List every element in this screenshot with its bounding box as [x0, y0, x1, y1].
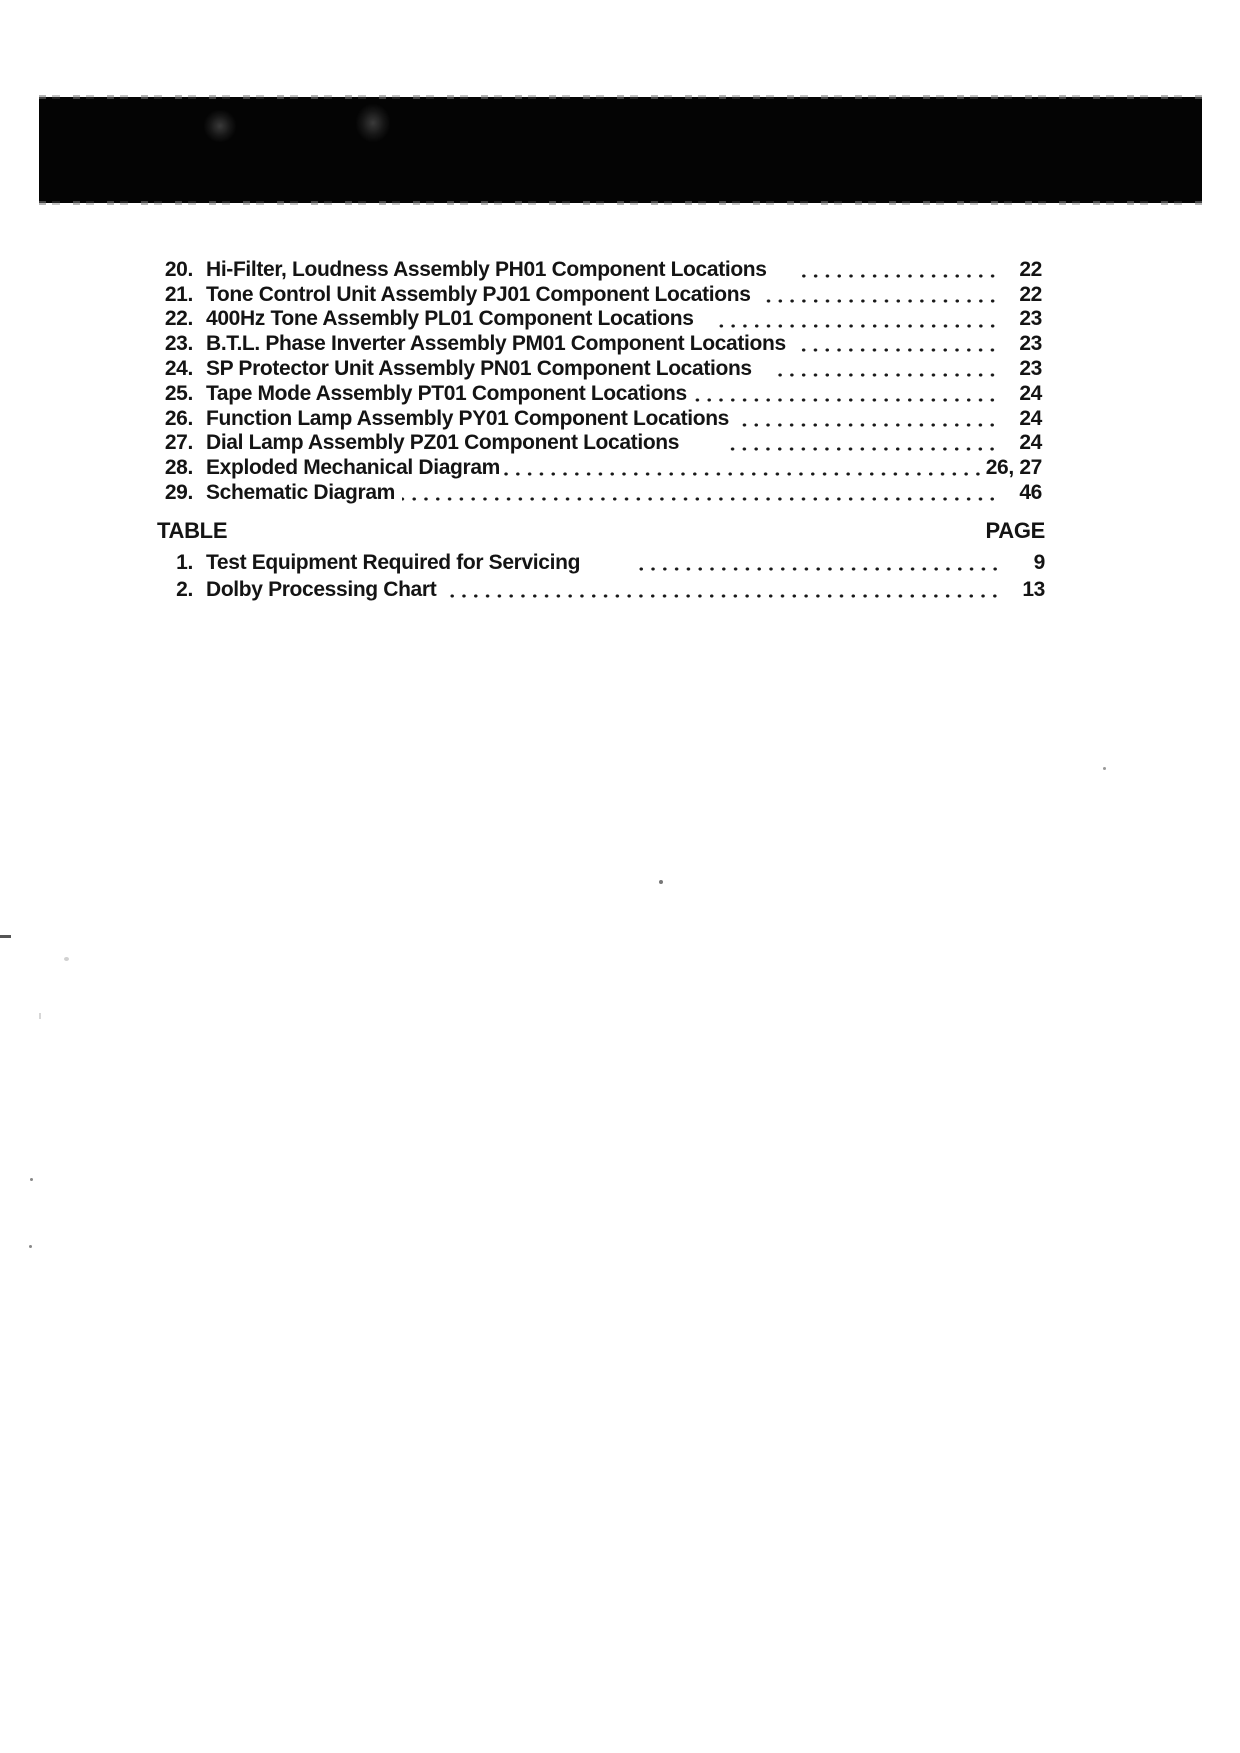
leader-dots — [725, 435, 998, 455]
figures-list — [140, 257, 1042, 505]
figure-page: 24 — [1019, 431, 1042, 455]
leader-dots — [694, 386, 998, 406]
scan-smudge — [203, 109, 237, 143]
figure-row — [140, 480, 1042, 505]
leader-dots — [402, 485, 998, 505]
figure-title: Schematic Diagram — [206, 480, 395, 504]
leader-gap — [751, 306, 761, 307]
figure-number: 26. — [164, 406, 193, 430]
figure-number: 21. — [164, 282, 193, 306]
scan-artifact — [0, 935, 11, 938]
header-bar — [39, 97, 1202, 203]
leader-dots — [716, 311, 998, 331]
figure-row — [140, 331, 1042, 356]
table-row — [140, 575, 1045, 602]
figure-title: SP Protector Unit Assembly PN01 Component Locations — [206, 356, 752, 380]
table-page: 9 — [1033, 551, 1045, 574]
table-title: Test Equipment Required for Servicing — [206, 551, 581, 574]
scan-artifact — [39, 1013, 41, 1019]
scan-artifact — [30, 1178, 33, 1181]
figure-row — [140, 455, 1042, 480]
leader-gap — [436, 601, 448, 602]
figure-title: Tone Control Unit Assembly PJ01 Component Locations — [206, 282, 751, 306]
figure-row — [140, 381, 1042, 406]
table-title: Dolby Processing Chart — [206, 578, 437, 601]
figure-page: 24 — [1019, 406, 1042, 430]
figure-page: 23 — [1019, 332, 1042, 356]
leader-dots — [742, 411, 998, 431]
figure-title: 400Hz Tone Assembly PL01 Component Locations — [206, 307, 694, 331]
figure-row — [140, 356, 1042, 381]
figure-page: 24 — [1019, 381, 1042, 405]
figure-number: 29. — [164, 480, 193, 504]
figure-number: 25. — [164, 381, 193, 405]
figure-number: 24. — [164, 356, 193, 380]
table-number: 2. — [176, 578, 193, 601]
figure-row — [140, 282, 1042, 307]
table-page: 13 — [1022, 578, 1045, 601]
figure-title: Exploded Mechanical Diagram — [206, 456, 500, 480]
figure-row — [140, 307, 1042, 332]
figure-title: Hi-Filter, Loudness Assembly PH01 Component Locations — [206, 257, 767, 281]
figure-title: Dial Lamp Assembly PZ01 Component Locations — [206, 431, 680, 455]
leader-dots — [636, 555, 1001, 575]
leader-gap — [580, 574, 636, 575]
figure-title: Tape Mode Assembly PT01 Component Locations — [206, 381, 687, 405]
leader-gap — [395, 504, 402, 505]
scan-artifact — [1103, 767, 1106, 770]
leader-dots — [796, 336, 998, 356]
figure-page: 23 — [1019, 307, 1042, 331]
figure-row — [140, 406, 1042, 431]
scan-artifact — [659, 880, 663, 884]
table-section-header — [140, 517, 1045, 544]
figure-page: 22 — [1019, 257, 1042, 281]
page-heading: PAGE — [985, 518, 1045, 543]
leader-gap — [767, 281, 801, 282]
leader-dots — [771, 361, 998, 381]
figure-page: 22 — [1019, 282, 1042, 306]
leader-dots — [448, 582, 1001, 602]
figure-page: 26, 27 — [985, 456, 1042, 480]
table-heading: TABLE — [157, 518, 228, 543]
leader-gap — [679, 454, 725, 455]
figure-page: 23 — [1019, 356, 1042, 380]
scan-artifact — [64, 957, 69, 961]
table-section — [140, 517, 1045, 602]
leader-dots — [761, 287, 998, 307]
figure-title: Function Lamp Assembly PY01 Component Locations — [206, 406, 730, 430]
figure-number: 27. — [164, 431, 193, 455]
scan-artifact — [29, 1245, 32, 1248]
figure-title: B.T.L. Phase Inverter Assembly PM01 Component Locations — [206, 332, 786, 356]
figure-row — [140, 431, 1042, 456]
figure-page: 46 — [1019, 480, 1042, 504]
figure-number: 20. — [164, 257, 193, 281]
figure-number: 23. — [164, 332, 193, 356]
figure-number: 22. — [164, 307, 193, 331]
leader-dots — [801, 262, 998, 282]
figure-row — [140, 257, 1042, 282]
leader-gap — [752, 380, 771, 381]
leader-gap — [729, 430, 742, 431]
scan-smudge — [355, 103, 391, 143]
table-row — [140, 548, 1045, 575]
table-items — [140, 548, 1045, 602]
leader-gap — [786, 355, 796, 356]
figure-number: 28. — [164, 456, 193, 480]
leader-dots — [500, 460, 984, 480]
table-number: 1. — [176, 551, 193, 574]
